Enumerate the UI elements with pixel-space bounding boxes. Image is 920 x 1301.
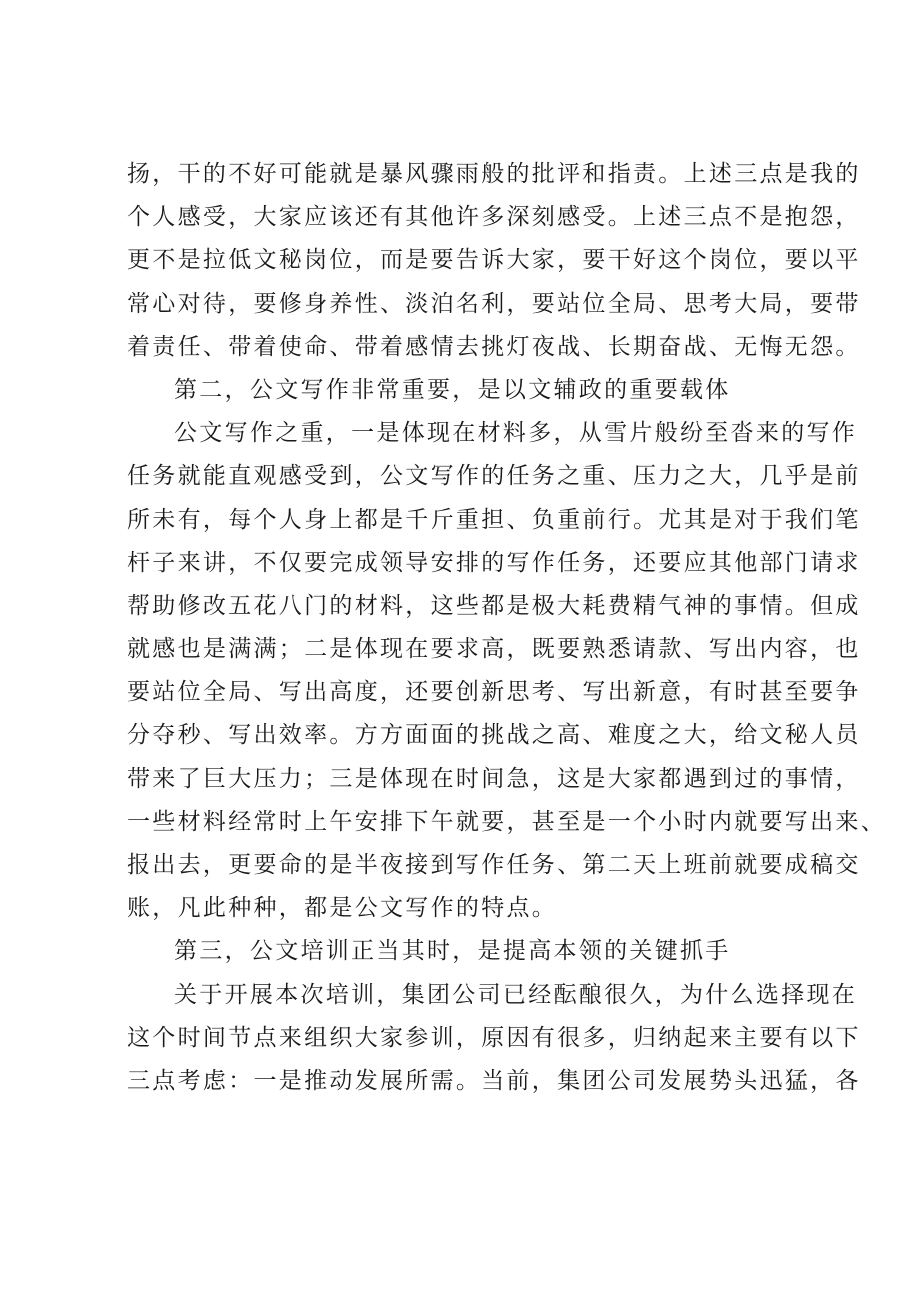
text-line-7: 公文写作之重，一是体现在材料多，从雪片般纷至沓来的写作	[174, 420, 858, 447]
text-line-1: 扬，干的不好可能就是暴风骤雨般的批评和指责。上述三点是我的	[127, 161, 861, 187]
text-line-22: 三点考虑：一是推动发展所需。当前，集团公司发展势头迅猛，各	[127, 1067, 861, 1094]
text-line-9: 所未有，每个人身上都是千斤重担、负重前行。尤其是对于我们笔	[127, 506, 861, 533]
section-heading-3: 第三，公文培训正当其时，是提高本领的关键抓手	[174, 938, 731, 965]
text-line-17: 报出去，更要命的是半夜接到写作任务、第二天上班前就要成稿交	[127, 852, 861, 878]
text-line-13: 要站位全局、写出高度，还要创新思考、写出新意，有时甚至要争	[127, 679, 861, 706]
text-line-11: 帮助修改五花八门的材料，这些都是极大耗费精气神的事情。但成	[127, 592, 861, 619]
text-line-10: 杆子来讲，不仅要完成领导安排的写作任务，还要应其他部门请求	[127, 549, 861, 576]
text-line-8: 任务就能直观感受到，公文写作的任务之重、压力之大，几乎是前	[127, 463, 861, 490]
text-line-20: 关于开展本次培训，集团公司已经酝酿很久，为什么选择现在	[174, 981, 858, 1008]
text-line-14: 分夺秒、写出效率。方方面面的挑战之高、难度之大，给文秘人员	[127, 722, 861, 749]
text-line-12: 就感也是满满；二是体现在要求高，既要熟悉请款、写出内容，也	[127, 636, 861, 663]
text-line-21: 这个时间节点来组织大家参训，原因有很多，归纳起来主要有以下	[127, 1024, 861, 1051]
section-heading-2: 第二，公文写作非常重要，是以文辅政的重要载体	[174, 376, 731, 403]
document-body	[127, 153, 886, 1103]
text-line-4: 常心对待，要修身养性、淡泊名利，要站位全局、思考大局，要带	[127, 290, 861, 317]
text-line-16: 一些材料经常时上午安排下午就要，甚至是一个小时内就要写出来、	[127, 808, 886, 835]
text-line-18: 账，凡此种种，都是公文写作的特点。	[127, 895, 558, 922]
text-line-15: 带来了巨大压力；三是体现在时间急，这是大家都遇到过的事情，	[127, 765, 861, 792]
text-line-3: 更不是拉低文秘岗位，而是要告诉大家，要干好这个岗位，要以平	[127, 247, 861, 274]
text-line-2: 个人感受，大家应该还有其他许多深刻感受。上述三点不是抱怨，	[127, 204, 861, 231]
text-line-5: 着责任、带着使命、带着感情去挑灯夜战、长期奋战、无悔无怨。	[127, 333, 861, 360]
